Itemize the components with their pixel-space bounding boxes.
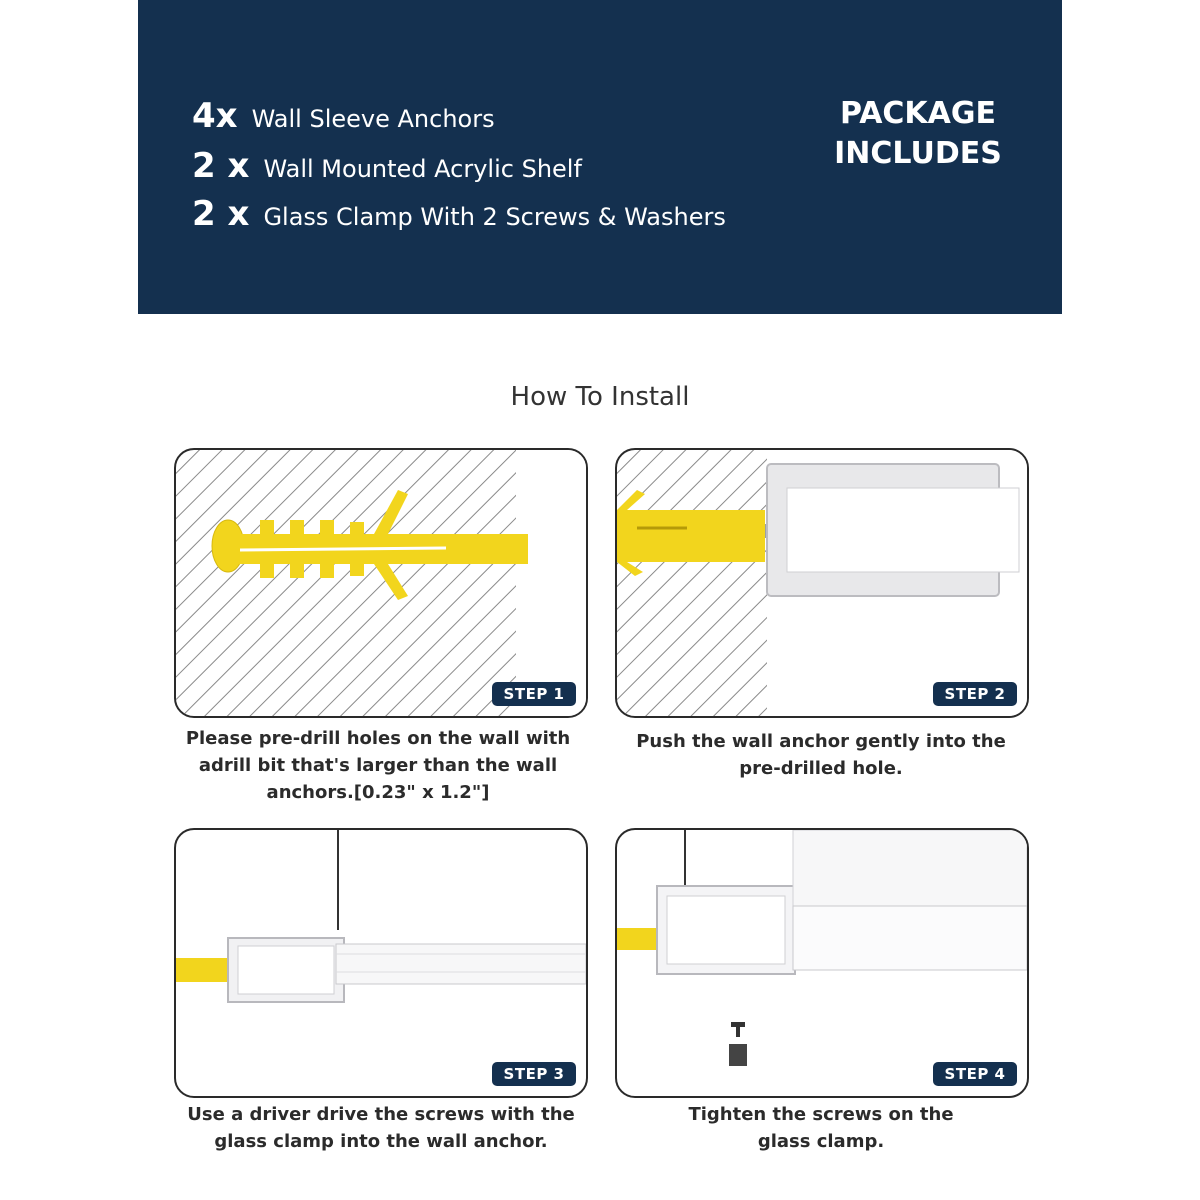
wall-hatch: [176, 450, 518, 716]
package-includes-panel: [138, 0, 1062, 314]
acrylic-shelf-icon: [336, 944, 586, 984]
step-2-badge: STEP 2: [933, 682, 1017, 706]
wall-hatch: [617, 450, 767, 716]
screw-icon: [729, 1022, 747, 1066]
package-item-label: Wall Sleeve Anchors: [251, 105, 495, 133]
package-item-quantity: 2 x: [192, 146, 250, 186]
step-1-caption: Please pre-drill holes on the wall with adrill bit that's larger than the wall anchors.[0.23" x 1.2"]: [185, 728, 571, 803]
step-1-badge: STEP 1: [492, 682, 576, 706]
glass-clamp-icon: [228, 938, 344, 1002]
package-item: [192, 194, 726, 238]
package-item-label: Wall Mounted Acrylic Shelf: [263, 155, 582, 183]
step-3-badge: STEP 3: [492, 1062, 576, 1086]
step-3-caption: Use a driver drive the screws with the glass clamp into the wall anchor.: [187, 1104, 575, 1152]
step-1-panel: [174, 448, 588, 718]
package-title-line2: INCLUDES: [834, 136, 1002, 171]
package-item: [192, 96, 495, 140]
step-2-caption: Push the wall anchor gently into the pre-drilled hole.: [636, 731, 1006, 779]
glass-clamp-icon: [657, 886, 795, 974]
package-title: [818, 94, 1018, 174]
step-2-panel: [615, 448, 1029, 718]
step-4-badge: STEP 4: [933, 1062, 1017, 1086]
package-item-quantity: 4x: [192, 96, 238, 136]
step-2-illustration: [617, 450, 1027, 716]
step-3-panel: [174, 828, 588, 1098]
step-4-illustration: [617, 830, 1027, 1096]
step-3-illustration: [176, 830, 586, 1096]
step-1-illustration: [176, 450, 586, 716]
step-4-caption: Tighten the screws on the glass clamp.: [688, 1104, 954, 1152]
package-item-quantity: 2 x: [192, 194, 250, 234]
step-4-panel: [615, 828, 1029, 1098]
acrylic-shelf-icon: [793, 830, 1027, 970]
install-title: How To Install: [510, 382, 690, 412]
wall-anchor-icon: [617, 928, 661, 950]
package-title-line1: PACKAGE: [839, 96, 997, 131]
package-item: [192, 146, 582, 190]
package-item-label: Glass Clamp With 2 Screws & Washers: [263, 203, 726, 231]
glass-clamp-icon: [767, 464, 1019, 596]
